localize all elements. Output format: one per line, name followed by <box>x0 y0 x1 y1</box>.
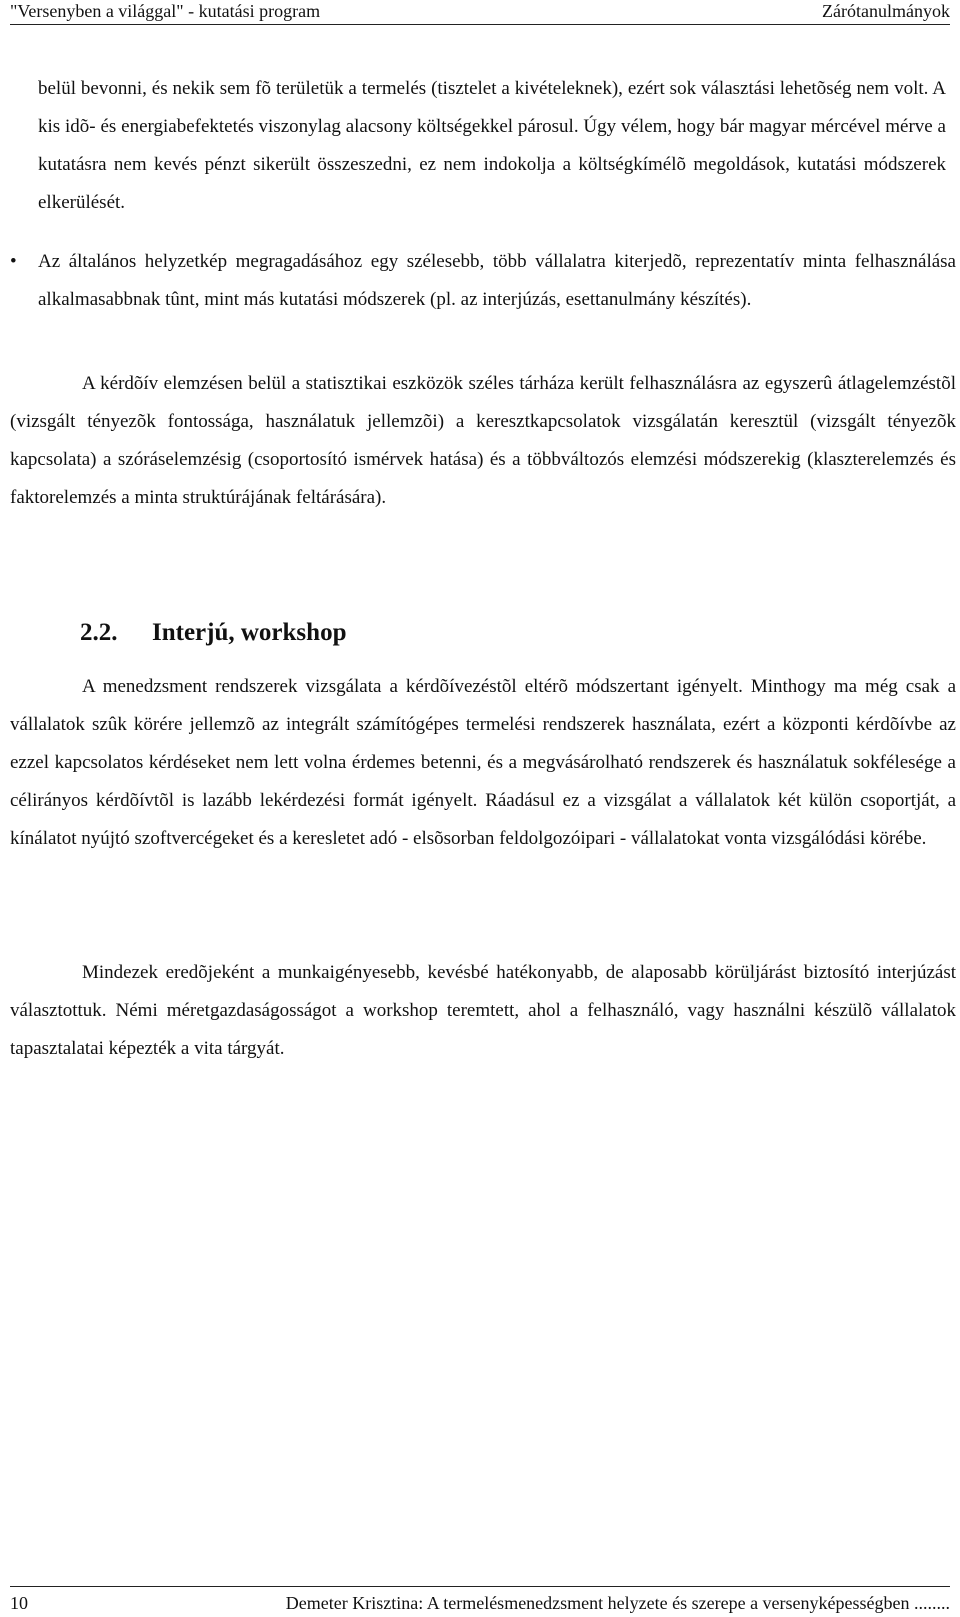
header-program-title: "Versenyben a világgal" - kutatási program <box>10 1 321 21</box>
page-number: 10 <box>10 1593 28 1613</box>
footer-author-title: Demeter Krisztina: A termelésmenedzsment helyzete és szerepe a versenyképességben ........ <box>285 1593 950 1613</box>
interview-paragraph: A menedzsment rendszerek vizsgálata a kérdõívezéstõl eltérõ módszertant igényelt. Minthogy ma még csak a vállalatok szûk körére jellemzõ az integrált számítógépes termelési rendszerek használata, ezért a központi kérdõívbe az ezzel kapcsolatos kérdéseket nem lett volna érdemes betenni, és a megvásárolható rendszerek és használatuk sokfélesége a célirányos kérdõívtõl is lazább lekérdezési formát igényelt. Ráadásul ez a vizsgálat a vállalatok két külön csoportját, a kínálatot nyújtó szoftvercégeket és a keresletet adó - elsõsorban feldolgozóipari - vállalatokat vonta vizsgálódási körébe. <box>10 676 956 849</box>
analysis-paragraph: A kérdõív elemzésen belül a statisztikai eszközök széles tárháza került felhasználásra az egyszerû átlagelemzéstõl (vizsgált tényezõk fontossága, használatuk jellemzõi) a keresztkapcsolatok vizsgálatán keresztül (vizsgált tényezõk kapcsolata) a szóráselemzésig (csoportosító ismérvek hatása) és a többváltozós elemzési módszerekig (klaszterelemzés és faktorelemzés a minta struktúrájának feltárására). <box>10 373 956 508</box>
bullet-icon: • <box>10 251 17 272</box>
bullet-list-item <box>10 243 956 319</box>
page-footer <box>10 1586 950 1615</box>
page-header <box>10 0 950 25</box>
section-number: 2.2. <box>80 619 118 646</box>
conclusion-paragraph: Mindezek eredõjeként a munkaigényesebb, kevésbé hatékonyabb, de alaposabb körüljárást biztosító interjúzást választottuk. Némi méretgazdaságosságot a workshop teremtett, ahol a felhasználó, vagy használni készülõ vállalatok tapasztalatai képezték a vita tárgyát. <box>10 962 956 1059</box>
section-title: Interjú, workshop <box>152 619 347 646</box>
section-heading <box>80 613 346 653</box>
header-document-type: Zárótanulmányok <box>822 1 950 21</box>
continuation-paragraph: belül bevonni, és nekik sem fõ területük a termelés (tisztelet a kivételeknek), ezért sok választási lehetõség nem volt. A kis idõ- és energiabefektetés viszonylag alacsony költségekkel párosul. Úgy vélem, hogy bár magyar mércével mérve a kutatásra nem kevés pénzt sikerült összeszedni, ez nem indokolja a költségkímélõ megoldások, kutatási módszerek elkerülését. <box>38 78 946 213</box>
bullet-text: Az általános helyzetkép megragadásához egy szélesebb, több vállalatra kiterjedõ, reprezentatív minta felhasználása alkalmasabbnak tûnt, mint más kutatási módszerek (pl. az interjúzás, esettanulmány készítés). <box>38 251 956 310</box>
